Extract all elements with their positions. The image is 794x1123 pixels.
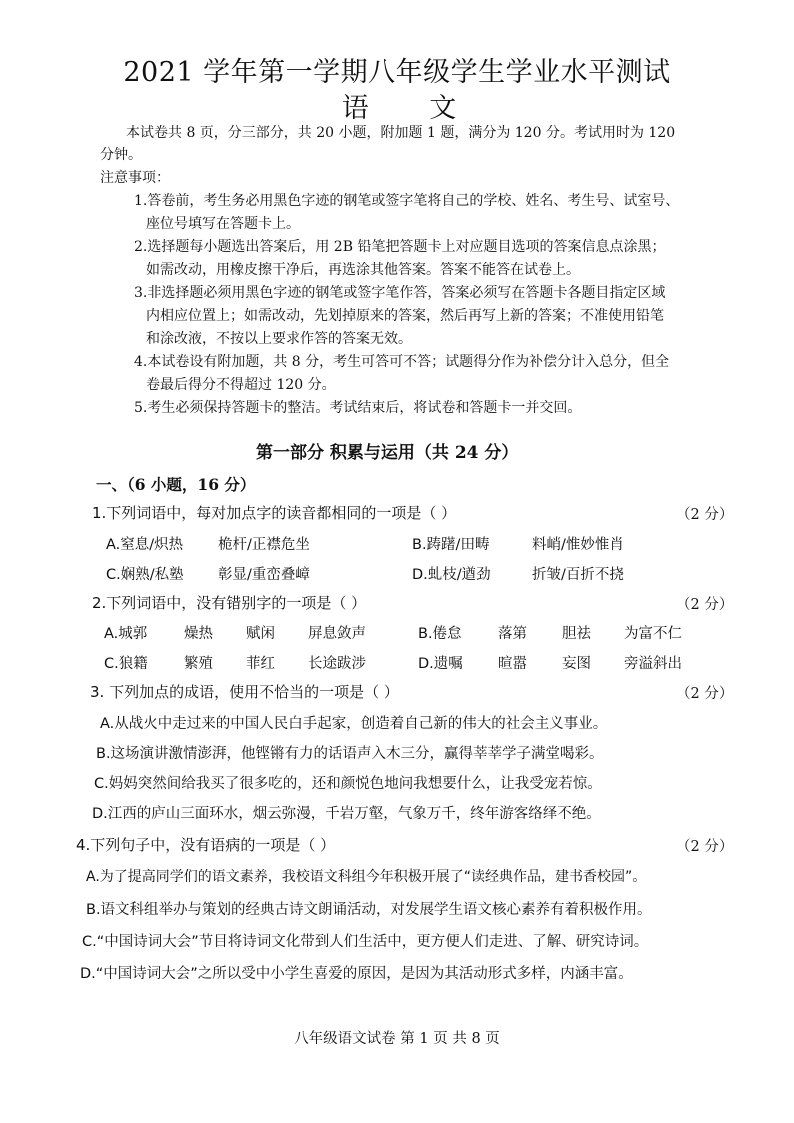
q3-option-d: D.江西的庐山三面环水，烟云弥漫，千岩万壑，气象万千，终年游客络绎不绝。 (92, 806, 601, 822)
q2-option-c-1: C.狼籍 (104, 656, 148, 672)
q1-option-c-2: 彰显/重峦叠嶂 (218, 567, 310, 583)
note-1b: 座位号填写在答题卡上。 (146, 216, 300, 232)
q4-option-b: B.语文科组举办与策划的经典古诗文朗诵活动，对发展学生语文核心素养有着积极作用。 (86, 902, 652, 918)
note-3c: 和涂改液，不按以上要求作答的答案无效。 (146, 331, 412, 347)
q2-option-a-2: 燥热 (184, 626, 213, 642)
q1-option-d: D.虬枝/遒劲 (412, 567, 491, 583)
q2-option-b-3: 胆祛 (562, 626, 591, 642)
intro-line-1: 本试卷共 8 页，分三部分，共 20 小题，附加题 1 题，满分为 120 分。考试用时为 120 (126, 125, 676, 141)
question-2-stem: 2.下列词语中，没有错别字的一项是（ ） (92, 594, 367, 612)
q2-option-b-4: 为富不仁 (624, 626, 682, 642)
subsection-title: 一、（6 小题，16 分） (96, 475, 256, 494)
intro-line-2: 分钟。 (100, 147, 142, 163)
q3-option-c: C.妈妈突然间给我买了很多吃的，还和颜悦色地问我想要什么，让我受宠若惊。 (94, 776, 602, 792)
q2-option-d-1: D.遗嘱 (418, 656, 463, 672)
q2-option-c-4: 长途跋涉 (308, 656, 366, 672)
note-3b: 内相应位置上；如需改动，先划掉原来的答案，然后再写上新的答案；不准使用铅笔 (146, 308, 664, 324)
q2-option-a-4: 屏息敛声 (308, 626, 366, 642)
exam-subject: 语 文 (341, 93, 483, 124)
question-3-stem: 3. 下列加点的成语，使用不恰当的一项是（ ） (90, 683, 399, 701)
q3-option-a: A.从战火中走过来的中国人民白手起家，创造着自己新的伟大的社会主义事业。 (100, 716, 608, 732)
q2-option-c-3: 菲红 (246, 656, 275, 672)
note-2b: 如需改动，用橡皮擦干净后，再选涂其他答案。答案不能答在试卷上。 (146, 262, 580, 278)
q2-option-a-1: A.城郭 (104, 626, 148, 642)
q1-option-a: A.窒息/炽热 (106, 537, 184, 553)
q2-option-c-2: 繁殖 (184, 656, 213, 672)
q2-option-d-3: 妄图 (562, 656, 591, 672)
note-4a: 4.本试卷设有附加题，共 8 分，考生可答可不答；试题得分作为补偿分计入总分，但全 (134, 354, 670, 370)
q4-option-c: C.“中国诗词大会”节目将诗词文化带到人们生活中，更方便人们走进、了解、研究诗词。 (82, 934, 649, 950)
q1-option-c: C.娴熟/私塾 (106, 567, 184, 583)
section-title: 第一部分 积累与运用（共 24 分） (256, 443, 519, 463)
note-1a: 1.答卷前，考生务必用黑色字迹的钢笔或签字笔将自己的学校、姓名、考生号、试室号、 (134, 193, 680, 209)
question-1-stem: 1.下列词语中，每对加点字的读音都相同的一项是（ ） (92, 504, 457, 522)
note-5: 5.考生必须保持答题卡的整洁。考试结束后，将试卷和答题卡一并交回。 (134, 400, 582, 416)
q1-option-b-2: 料峭/惟妙惟肖 (532, 537, 624, 553)
question-4-stem: 4.下列句子中，没有语病的一项是（ ） (76, 836, 336, 854)
note-2a: 2.选择题每小题选出答案后，用 2B 铅笔把答题卡上对应题目选项的答案信息点涂黑； (134, 239, 666, 255)
question-2-score: （2 分） (676, 597, 734, 613)
page-footer: 八年级语文试卷 第 1 页 共 8 页 (294, 1031, 500, 1047)
q1-option-d-2: 折皱/百折不挠 (532, 567, 624, 583)
exam-title: 2021 学年第一学期八年级学生学业水平测试 (123, 57, 671, 88)
q4-option-a: A.为了提高同学们的语文素养，我校语文科组今年积极开展了“读经典作品，建书香校园”。 (86, 869, 647, 885)
q2-option-b-2: 落第 (498, 626, 527, 642)
question-1-score: （2 分） (676, 507, 734, 523)
q2-option-d-4: 旁溢斜出 (624, 656, 682, 672)
q2-option-a-3: 赋闲 (246, 626, 275, 642)
q3-option-b: B.这场演讲激情澎湃，他铿锵有力的话语声入木三分，赢得莘莘学子满堂喝彩。 (96, 746, 604, 762)
question-4-score: （2 分） (676, 839, 734, 855)
q4-option-d: D.“中国诗词大会”之所以受中小学生喜爱的原因，是因为其活动形式多样，内涵丰富。 (80, 966, 633, 982)
notes-heading: 注意事项： (100, 170, 170, 186)
q2-option-b-1: B.倦怠 (418, 626, 462, 642)
note-4b: 卷最后得分不得超过 120 分。 (146, 377, 336, 393)
question-3-score: （2 分） (676, 686, 734, 702)
note-3a: 3.非选择题必须用黑色字迹的钢笔或签字笔作答，答案必须写在答题卡各题目指定区域 (134, 285, 666, 301)
q1-option-a-2: 桅杆/正襟危坐 (218, 537, 310, 553)
q1-option-b: B.踌躇/田畴 (412, 537, 490, 553)
q2-option-d-2: 暄嚣 (498, 656, 527, 672)
